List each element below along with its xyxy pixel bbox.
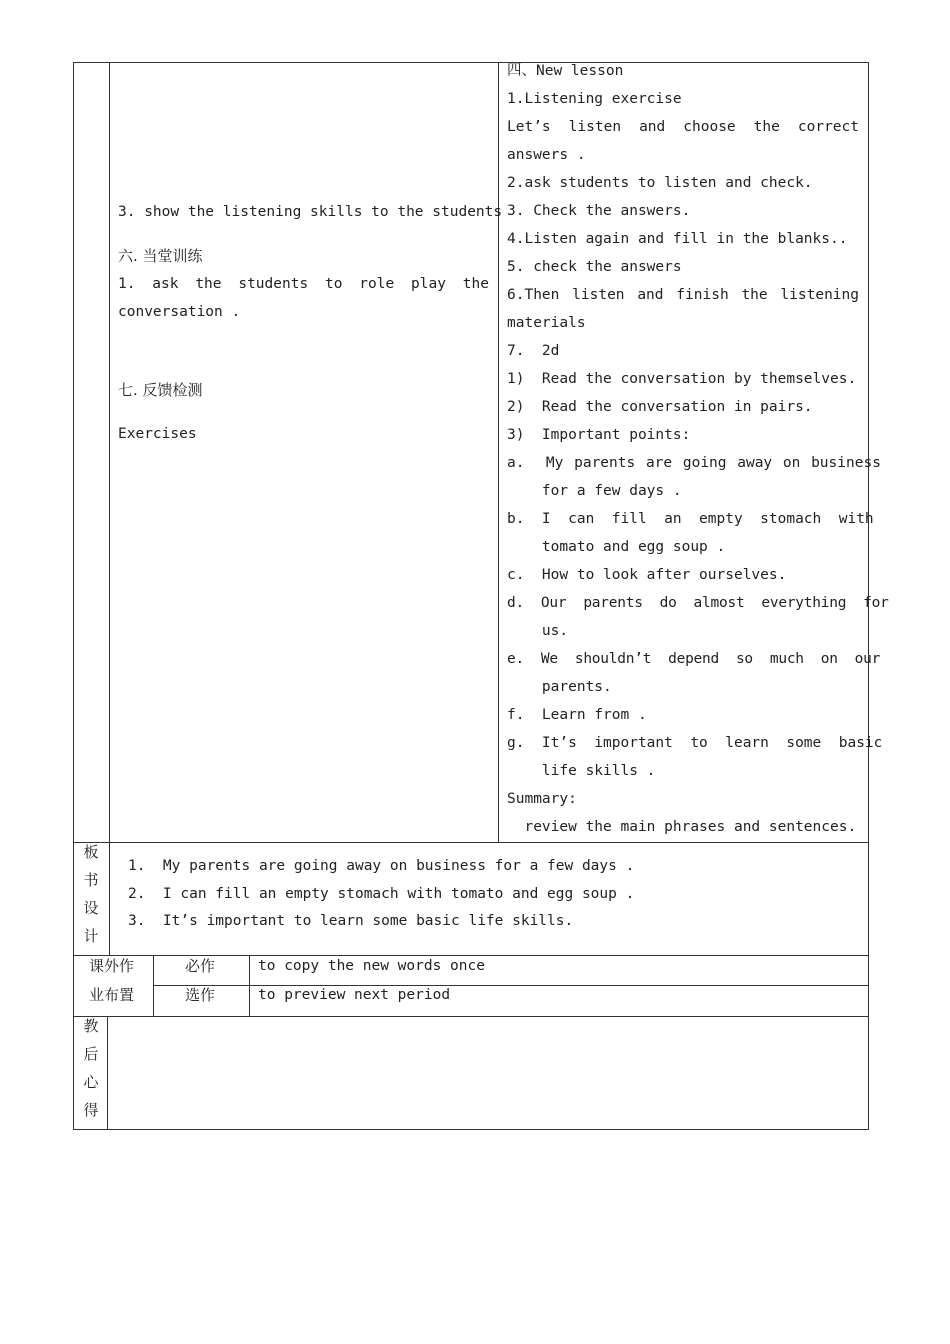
- right-line: d. Our parents do almost everything for: [507, 595, 889, 611]
- right-line: a. My parents are going away on business: [507, 455, 881, 471]
- blackboard-label-char: 板: [83, 843, 99, 861]
- right-line: 7. 2d: [507, 343, 560, 359]
- right-line: 2) Read the conversation in pairs.: [507, 399, 813, 415]
- listening-skills-item: 3. show the listening skills to the students: [118, 204, 503, 220]
- exercises-label: Exercises: [118, 426, 197, 442]
- required-homework-label: 必作: [185, 957, 216, 975]
- blackboard-label-char: 设: [83, 899, 99, 917]
- right-line: b. I can fill an empty stomach with: [507, 511, 874, 527]
- right-line: life skills .: [507, 763, 656, 779]
- right-line: for a few days .: [507, 483, 682, 499]
- right-line: tomato and egg soup .: [507, 539, 726, 555]
- optional-homework-label: 选作: [185, 986, 216, 1004]
- right-line: 3. Check the answers.: [507, 203, 691, 219]
- homework-type-divider: [249, 955, 250, 1016]
- right-line: 3) Important points:: [507, 427, 691, 443]
- role-play-item-line1: 1. ask the students to role play the: [118, 276, 489, 292]
- table-left-border: [73, 62, 74, 1130]
- reflection-label-divider: [107, 1016, 108, 1129]
- reflection-label-char: 得: [83, 1101, 99, 1119]
- homework-label-line2: 业布置: [89, 986, 135, 1004]
- right-line: Summary:: [507, 791, 577, 807]
- reflection-label-char: 心: [83, 1073, 99, 1091]
- right-line: materials: [507, 315, 586, 331]
- right-line: 2.ask students to listen and check.: [507, 175, 813, 191]
- right-line: review the main phrases and sentences.: [507, 819, 857, 835]
- homework-label-divider: [153, 955, 154, 1016]
- right-line: 1.Listening exercise: [507, 91, 682, 107]
- label-column-divider: [109, 62, 110, 956]
- blackboard-label-char: 书: [83, 871, 99, 889]
- right-line: 1) Read the conversation by themselves.: [507, 371, 857, 387]
- reflection-label-char: 教: [83, 1017, 99, 1035]
- right-line: Let’s listen and choose the correct: [507, 119, 859, 135]
- table-bottom-border: [73, 1129, 869, 1130]
- blackboard-item: 3. It’s important to learn some basic life skills.: [128, 913, 574, 929]
- optional-homework-text: to preview next period: [258, 987, 451, 1003]
- row-divider-blackboard: [73, 842, 869, 843]
- right-line: e. We shouldn’t depend so much on our: [507, 651, 881, 667]
- right-line: 6.Then listen and finish the listening: [507, 287, 859, 303]
- right-line: parents.: [507, 679, 612, 695]
- right-line: f. Learn from .: [507, 707, 647, 723]
- middle-right-divider: [498, 62, 499, 842]
- table-top-border: [73, 62, 869, 63]
- reflection-label-char: 后: [83, 1045, 99, 1063]
- required-homework-text: to copy the new words once: [258, 958, 485, 974]
- role-play-item-line2: conversation .: [118, 304, 241, 320]
- section-7-title: 七. 反馈检测: [118, 381, 203, 399]
- row-divider-reflection: [73, 1016, 869, 1017]
- blackboard-item: 2. I can fill an empty stomach with tomato and egg soup .: [128, 886, 635, 902]
- homework-label-line1: 课外作: [89, 957, 135, 975]
- blackboard-item: 1. My parents are going away on business for a few days .: [128, 858, 635, 874]
- right-line: g. It’s important to learn some basic: [507, 735, 883, 751]
- blackboard-label-char: 计: [83, 927, 99, 945]
- right-line: us.: [507, 623, 569, 639]
- section-6-title: 六. 当堂训练: [118, 247, 203, 265]
- right-line: 4.Listen again and fill in the blanks..: [507, 231, 848, 247]
- right-line: 四、New lesson: [507, 63, 624, 79]
- right-line: c. How to look after ourselves.: [507, 567, 787, 583]
- right-line: answers .: [507, 147, 586, 163]
- right-line: 5. check the answers: [507, 259, 682, 275]
